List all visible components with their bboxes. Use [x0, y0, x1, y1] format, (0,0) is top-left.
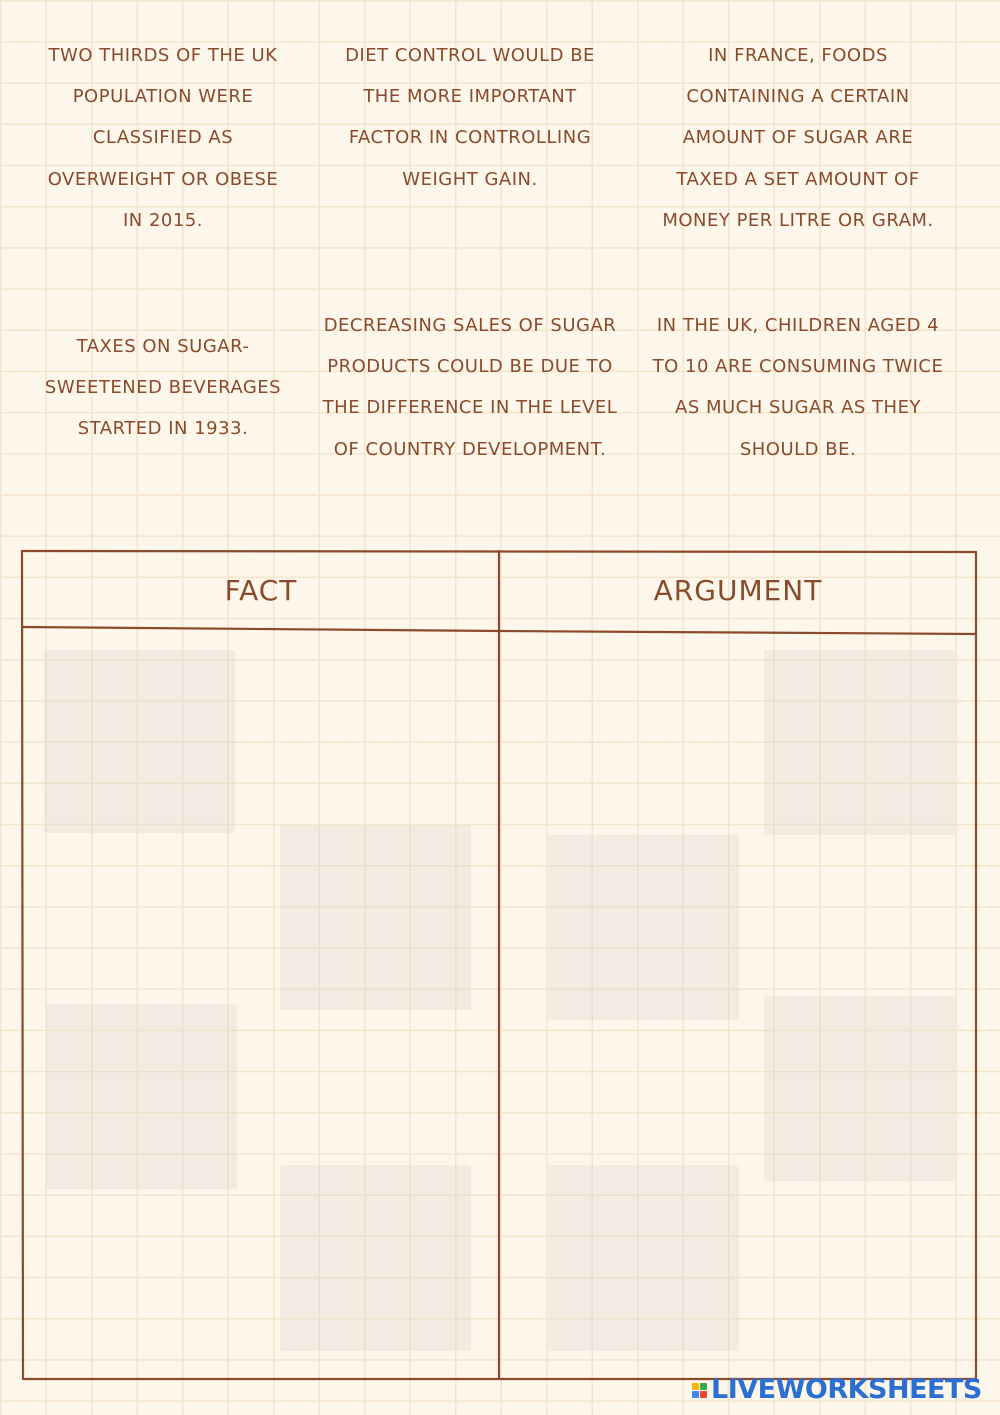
- liveworksheets-logo-icon: [692, 1376, 708, 1404]
- statement-card-5[interactable]: DECREASING SALES OF SUGAR PRODUCTS COULD BE DUE TO THE DIFFERENCE IN THE LEVEL OF COUNTRY DEVELOPMENT.: [322, 315, 618, 460]
- argument-column-header: ARGUMENT: [653, 574, 823, 607]
- fact-drop-zone-3[interactable]: [46, 1004, 237, 1189]
- fact-drop-zone-2[interactable]: [280, 825, 471, 1010]
- brand-name: LIVEWORKSHEETS: [711, 1374, 982, 1405]
- statement-card-1[interactable]: TWO THIRDS OF THE UK POPULATION WERE CLASSIFIED AS OVERWEIGHT OR OBESE IN 2015.: [47, 45, 279, 231]
- statement-card-3[interactable]: IN FRANCE, FOODS CONTAINING A CERTAIN AMOUNT OF SUGAR ARE TAXED A SET AMOUNT OF MONEY PER LITRE OR GRAM.: [662, 45, 934, 231]
- fact-drop-zone-1[interactable]: [44, 650, 235, 833]
- statement-card-2[interactable]: DIET CONTROL WOULD BE THE MORE IMPORTANT FACTOR IN CONTROLLING WEIGHT GAIN.: [345, 45, 595, 190]
- argument-drop-zone-3[interactable]: [764, 996, 955, 1181]
- fact-column-header: FACT: [224, 574, 298, 607]
- argument-drop-zone-4[interactable]: [548, 1165, 739, 1351]
- statement-card-4[interactable]: TAXES ON SUGAR-SWEETENED BEVERAGES STARTED IN 1933.: [44, 336, 282, 440]
- argument-drop-zone-2[interactable]: [548, 835, 739, 1020]
- table-left-border: [22, 551, 23, 1379]
- liveworksheets-brand: [692, 1374, 982, 1406]
- fact-drop-zone-4[interactable]: [280, 1165, 471, 1351]
- argument-drop-zone-1[interactable]: [764, 650, 955, 835]
- statement-card-6[interactable]: IN THE UK, CHILDREN AGED 4 TO 10 ARE CONSUMING TWICE AS MUCH SUGAR AS THEY SHOULD BE.: [652, 315, 944, 460]
